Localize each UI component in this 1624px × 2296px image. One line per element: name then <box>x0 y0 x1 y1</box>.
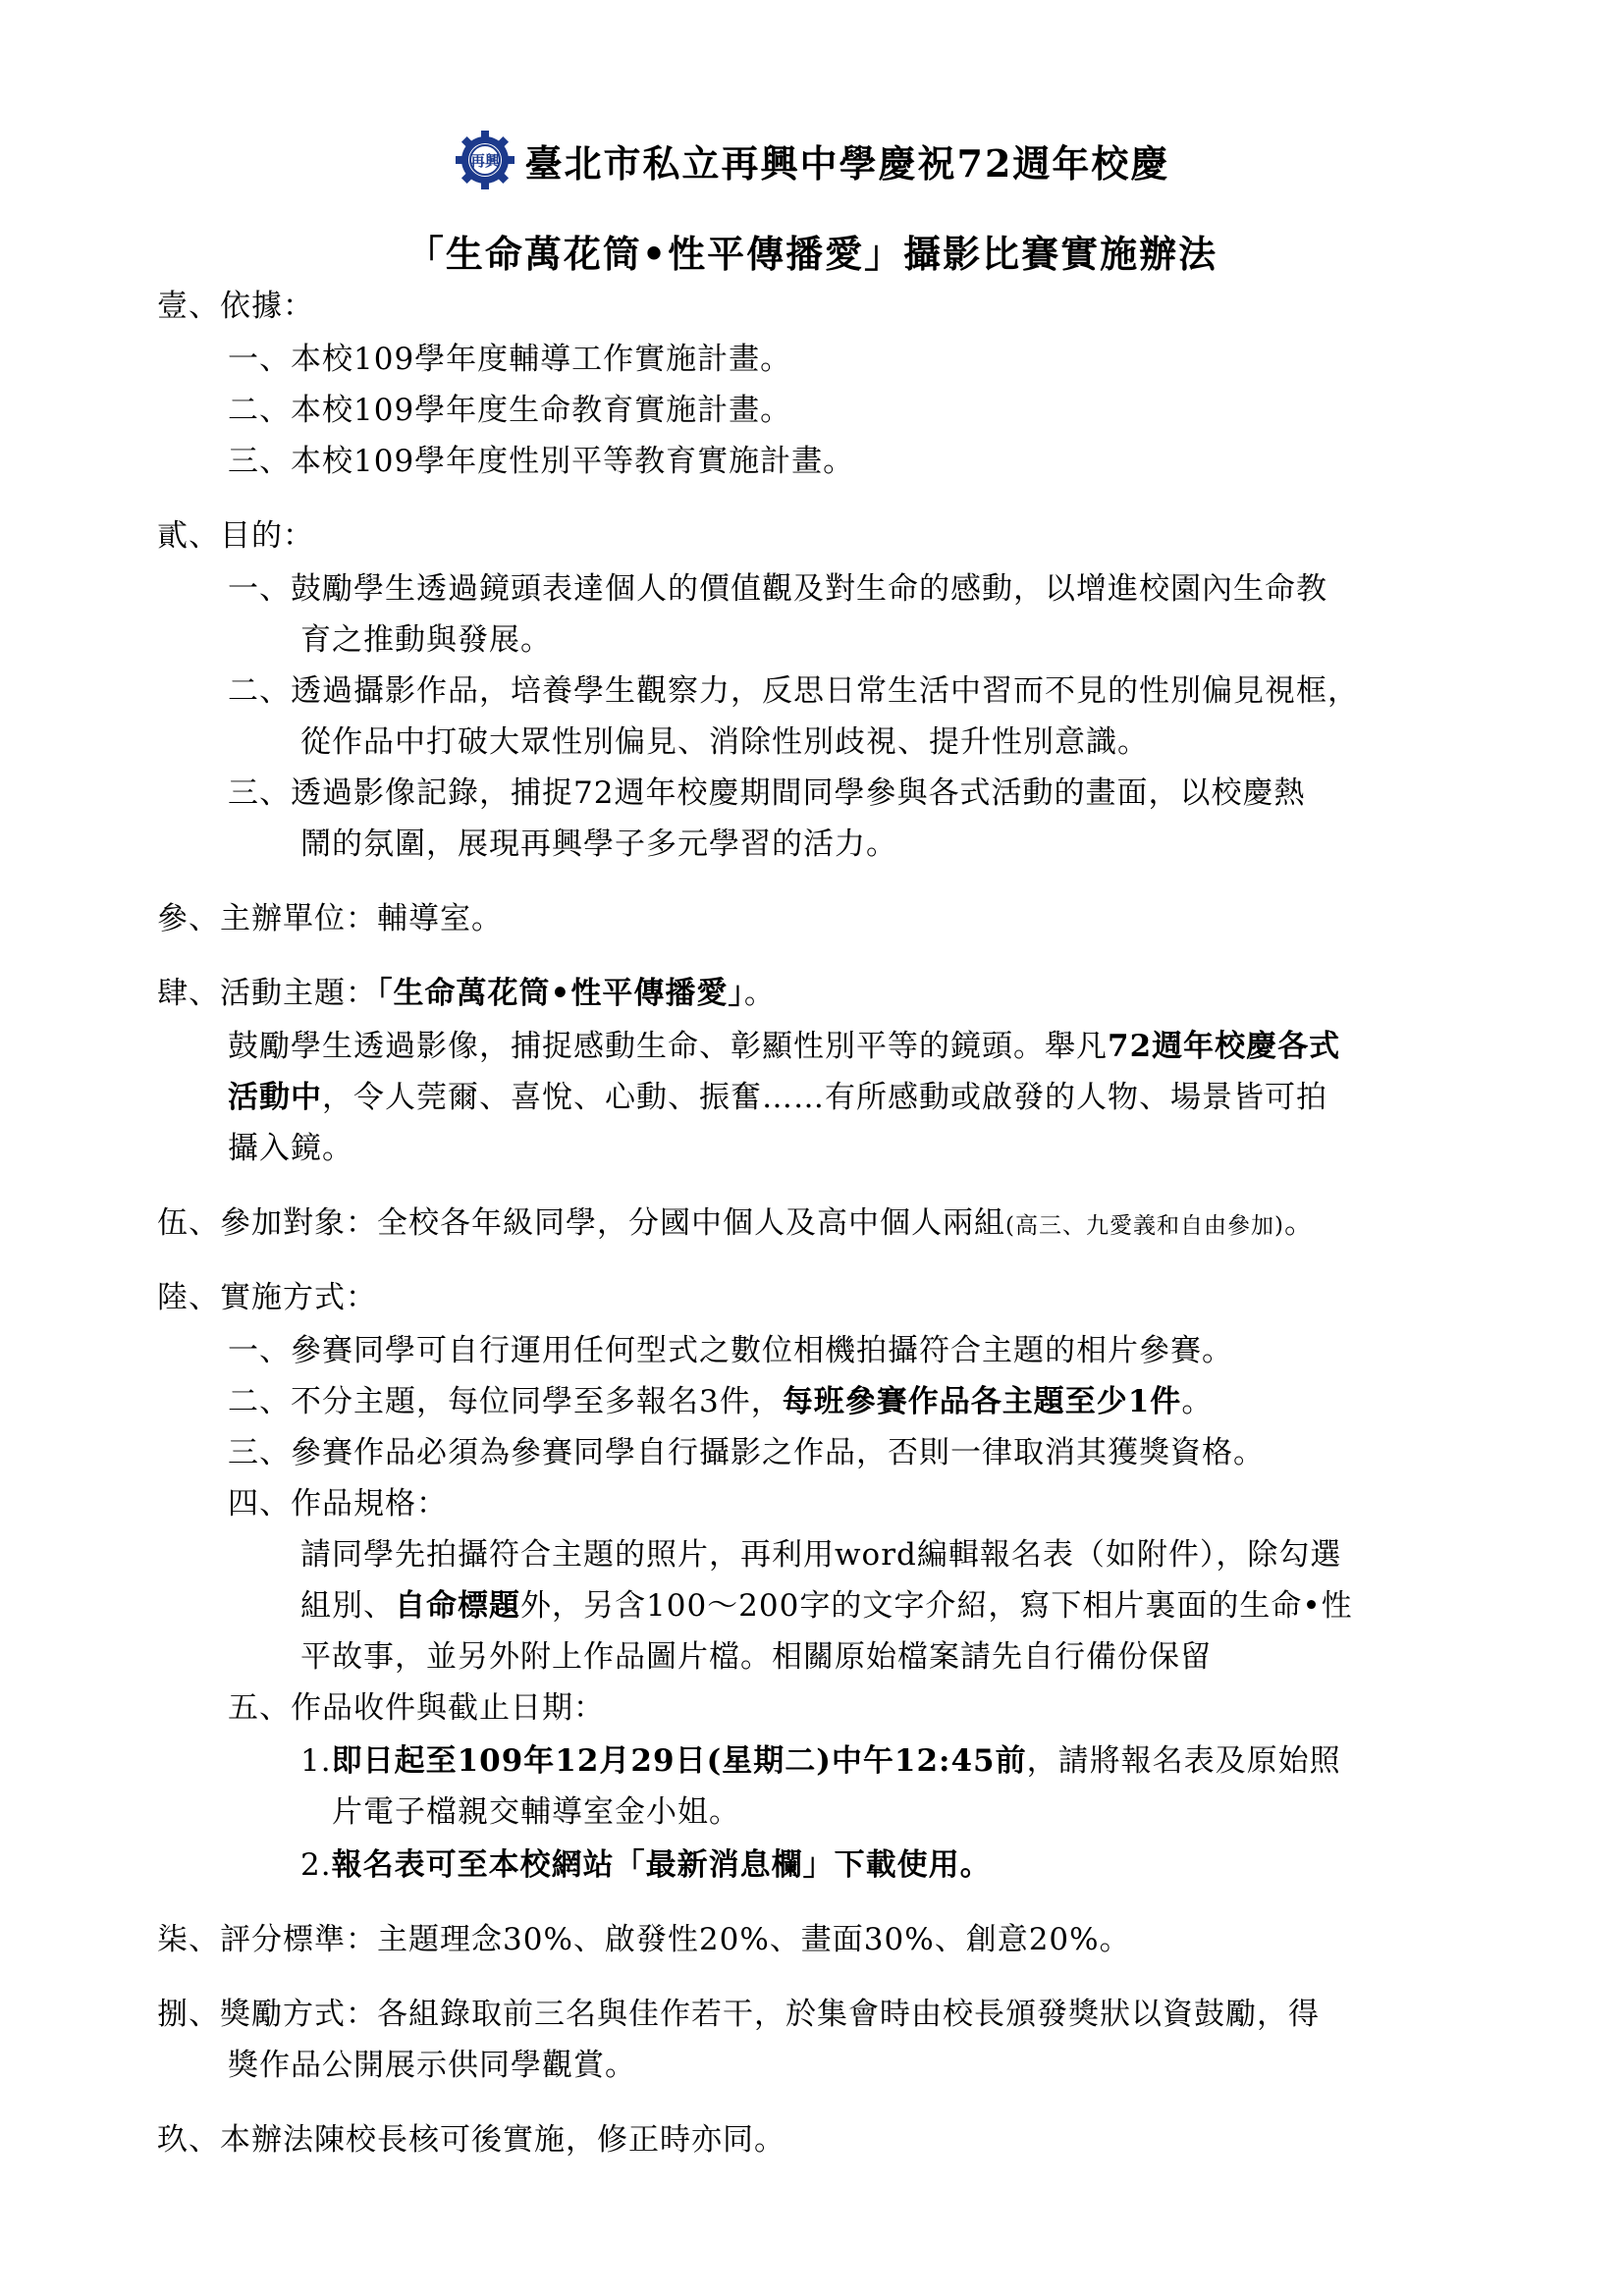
section-2-item-3-line-1: 三、透過影像記錄，捕捉72週年校慶期間同學參與各式活動的畫面，以校慶熱 <box>228 775 1306 811</box>
section-6-item-5-1c: ，請將報名表及原始照 <box>1026 1743 1341 1779</box>
section-6-item-4-line-3: 平故事，並另外附上作品圖片檔。相關原始檔案請先自行備份保留 <box>300 1639 1212 1675</box>
document-subtitle: 「生命萬花筒•性平傳播愛」攝影比賽實施辦法 <box>406 232 1218 276</box>
section-6-item-1: 一、參賽同學可自行運用任何型式之數位相機拍攝符合主題的相片參賽。 <box>228 1333 1233 1368</box>
section-5-label: 伍、參加對象： <box>157 1205 377 1241</box>
section-6-item-4-2b: 自命標題 <box>395 1588 520 1624</box>
section-8-line-1: 捌、獎勵方式：各組錄取前三名與佳作若干，於集會時由校長頒發獎狀以資鼓勵，得 <box>157 1997 1320 2032</box>
section-6-item-2 <box>228 1382 1213 1421</box>
section-6-item-2c: 。 <box>1181 1384 1214 1419</box>
section-4-body-line-1 <box>228 1027 1340 1066</box>
section-5-end: 。 <box>1283 1205 1316 1241</box>
section-5-value: 全校各年級同學，分國中個人及高中個人兩組 <box>377 1205 1005 1241</box>
section-1-item-2: 二、本校109學年度生命教育實施計畫。 <box>228 393 792 428</box>
section-6-item-5-1-line-2: 片電子檔親交輔導室金小姐。 <box>332 1794 740 1830</box>
section-4-line <box>157 974 776 1013</box>
section-6-heading: 陸、實施方式： <box>157 1280 377 1315</box>
section-6-item-5: 五、作品收件與截止日期： <box>228 1690 605 1726</box>
logo-text: 再興 <box>469 152 500 170</box>
section-3-value: 輔導室。 <box>377 901 503 936</box>
section-9-line: 玖、本辦法陳校長核可後實施，修正時亦同。 <box>157 2122 785 2158</box>
section-4-theme: 「生命萬花筒•性平傳播愛」 <box>377 976 744 1011</box>
section-6-item-2a: 二、不分主題，每位同學至多報名3件， <box>228 1384 783 1419</box>
section-7-value: 主題理念30%、啟發性20%、畫面30%、創意20%。 <box>377 1922 1131 1957</box>
section-6-item-4-line-2 <box>300 1586 1353 1626</box>
section-1-heading: 壹、依據： <box>157 289 314 324</box>
section-6-item-5-1b: 即日起至109年12月29日(星期二)中午12:45前 <box>331 1743 1027 1779</box>
section-2-item-1-line-2: 育之推動與發展。 <box>300 622 552 658</box>
section-7-label: 柒、評分標準： <box>157 1922 377 1957</box>
section-1-item-3: 三、本校109學年度性別平等教育實施計畫。 <box>228 444 855 479</box>
section-6-item-2b: 每班參賽作品各主題至少1件 <box>782 1384 1182 1419</box>
section-1-item-1: 一、本校109學年度輔導工作實施計畫。 <box>228 342 792 377</box>
section-6-item-3: 三、參賽作品必須為參賽同學自行攝影之作品，否則一律取消其獲獎資格。 <box>228 1435 1265 1470</box>
section-6-item-5-1 <box>300 1741 1341 1781</box>
section-4-body-line-2 <box>228 1078 1327 1117</box>
document-title: 臺北市私立再興中學慶祝72週年校慶 <box>524 140 1170 186</box>
section-4-label: 肆、活動主題： <box>157 976 377 1011</box>
section-8-line-2: 獎作品公開展示供同學觀賞。 <box>228 2048 636 2083</box>
section-5-note: (高三、九愛義和自由參加) <box>1005 1213 1284 1239</box>
school-logo-icon <box>455 130 515 190</box>
title-row <box>0 126 1624 194</box>
section-5-line <box>157 1203 1316 1246</box>
section-2-heading: 貳、目的： <box>157 518 314 554</box>
section-3-label: 參、主辦單位： <box>157 901 377 936</box>
section-6-item-4-line-1: 請同學先拍攝符合主題的照片，再利用word編輯報名表（如附件），除勾選 <box>300 1537 1342 1573</box>
section-4-theme-end: 。 <box>743 976 776 1011</box>
section-4-body-1a: 鼓勵學生透過影像，捕捉感動生命、彰顯性別平等的鏡頭。舉凡 <box>228 1029 1108 1064</box>
section-6-item-5-2 <box>300 1845 992 1885</box>
section-4-body-line-3: 攝入鏡。 <box>228 1131 353 1166</box>
section-7-line <box>157 1920 1131 1959</box>
section-2-item-2-line-2: 從作品中打破大眾性別偏見、消除性別歧視、提升性別意識。 <box>300 724 1149 760</box>
section-2-item-1-line-1: 一、鼓勵學生透過鏡頭表達個人的價值觀及對生命的感動，以增進校園內生命教 <box>228 571 1327 607</box>
section-6-item-4: 四、作品規格： <box>228 1486 448 1522</box>
section-3-line <box>157 899 503 938</box>
section-6-item-5-1a: 1. <box>300 1743 332 1779</box>
section-6-item-5-2a: 2. <box>300 1847 332 1883</box>
section-6-item-5-2b: 報名表可至本校網站「最新消息欄」下載使用。 <box>331 1847 992 1883</box>
section-4-body-2a: 活動中 <box>228 1080 322 1115</box>
section-6-item-4-2a: 組別、 <box>300 1588 395 1624</box>
section-2-item-3-line-2: 鬧的氛圍，展現再興學子多元學習的活力。 <box>300 827 897 862</box>
section-4-body-1b: 72週年校慶各式 <box>1108 1029 1341 1064</box>
section-2-item-2-line-1: 二、透過攝影作品，培養學生觀察力，反思日常生活中習而不見的性別偏見視框， <box>228 673 1359 709</box>
section-4-body-2b: ，令人莞爾、喜悅、心動、振奮……有所感動或啟發的人物、場景皆可拍 <box>322 1080 1327 1115</box>
section-6-item-4-2c: 外，另含100～200字的文字介紹，寫下相片裏面的生命•性 <box>520 1588 1353 1624</box>
